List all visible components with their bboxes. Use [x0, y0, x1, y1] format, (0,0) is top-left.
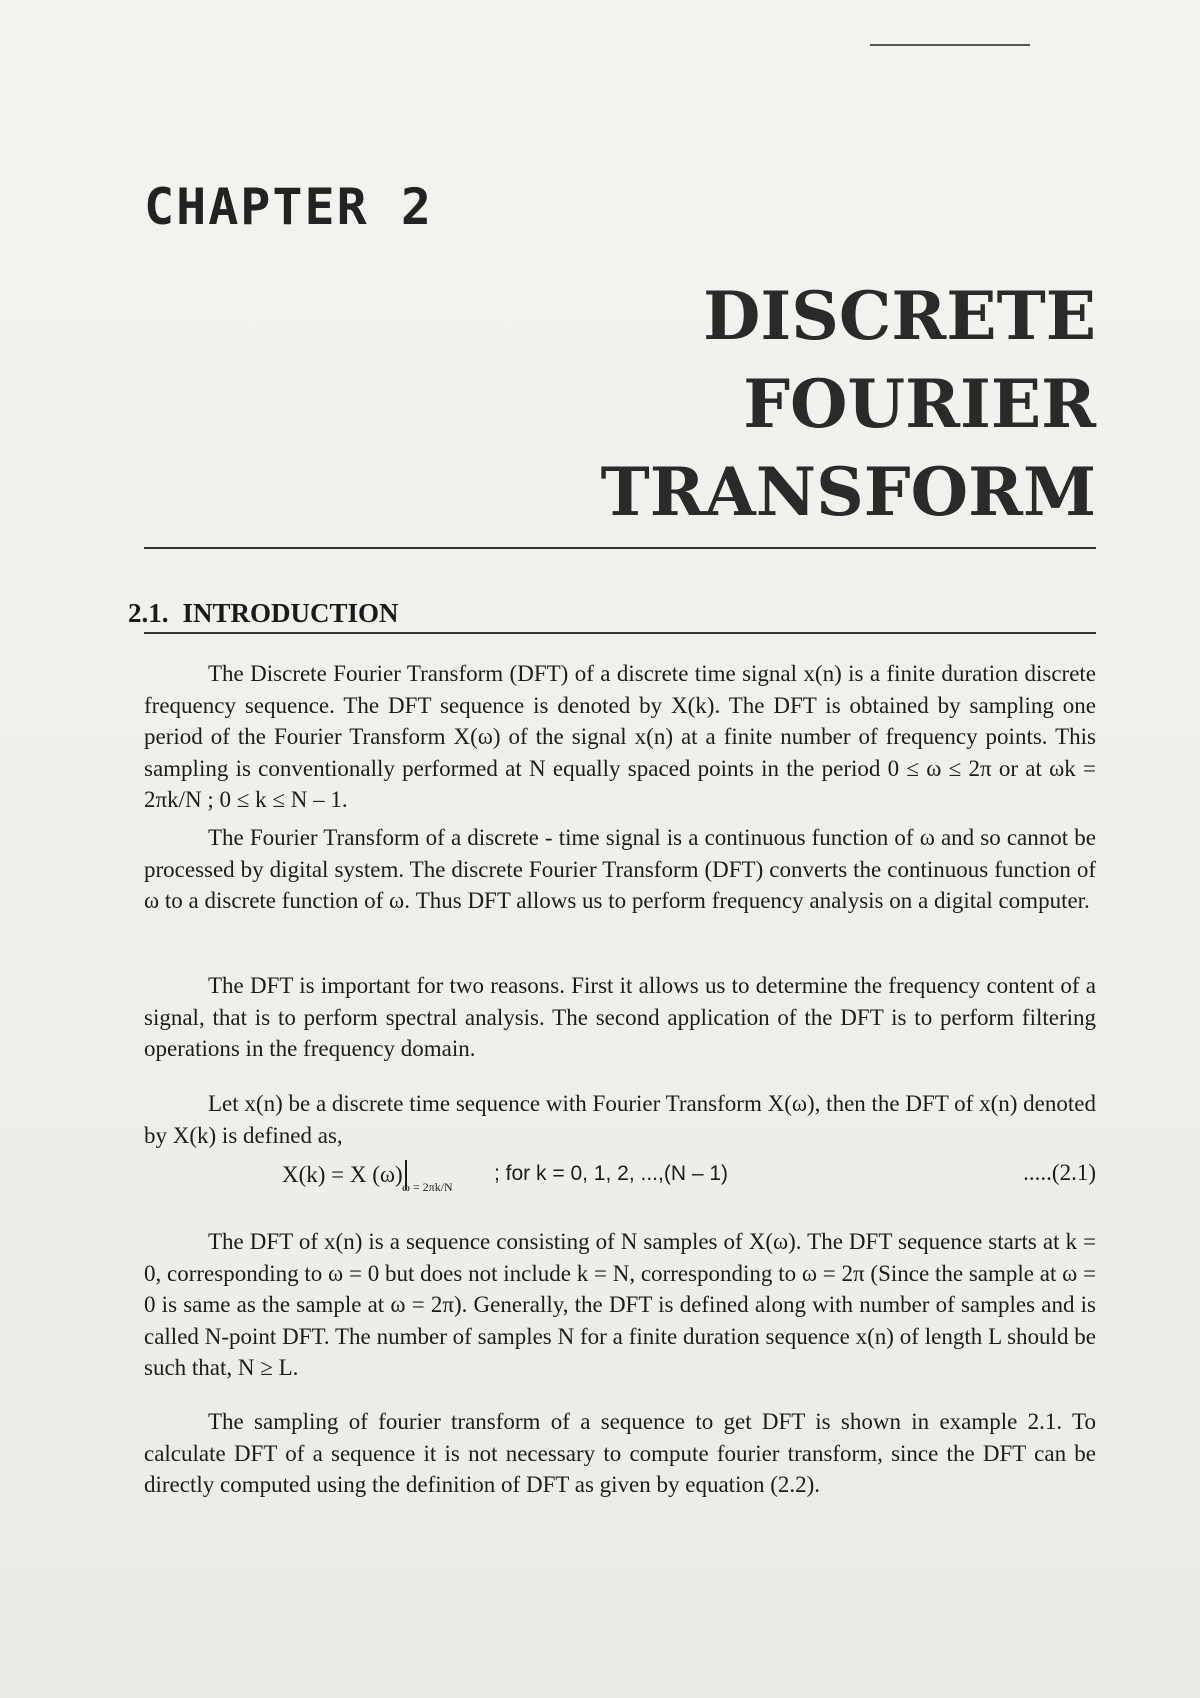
section-divider [144, 632, 1096, 634]
paragraph-block [144, 822, 1096, 917]
equation-lhs: X(k) = X (ω) [282, 1160, 407, 1190]
paragraph: Let x(n) be a discrete time sequence with Fourier Transform X(ω), then the DFT of x(n) denoted by X(k) is defined as, [144, 1091, 1096, 1148]
chapter-label: CHAPTER 2 [144, 178, 433, 236]
chapter-title-line: TRANSFORM [600, 453, 1096, 531]
paragraph: The sampling of fourier transform of a sequence to get DFT is shown in example 2.1. To calculate DFT of a sequence it is not necessary to compute fourier transform, since the DFT can be directly computed using the definition of DFT as given by equation (2.2). [144, 1409, 1096, 1497]
title-divider [144, 547, 1096, 549]
paragraph-block [144, 1088, 1096, 1151]
chapter-title-line: FOURIER [743, 365, 1096, 443]
equation-2-1 [144, 1156, 1096, 1206]
section-title: INTRODUCTION [182, 598, 399, 628]
paragraph-block [144, 970, 1096, 1065]
paragraph-block [144, 1406, 1096, 1501]
equation-subscript: ω = 2πk/N [402, 1180, 453, 1194]
section-number: 2.1. [128, 598, 169, 628]
paragraph-block [144, 1226, 1096, 1384]
paragraph: The Discrete Fourier Transform (DFT) of a discrete time signal x(n) is a finite duration discrete frequency sequence. The DFT sequence is denoted by X(k). The DFT is obtained by sampling one period of the Fourier Transform X(ω) of the signal x(n) at a finite number of frequency points. This sampling is conventionally performed at N equally spaced points in the period 0 ≤ ω ≤ 2π or at ωk = 2πk/N ; 0 ≤ k ≤ N – 1. [144, 661, 1096, 812]
paragraph: The DFT of x(n) is a sequence consisting of N samples of X(ω). The DFT sequence starts at k = 0, corresponding to ω = 0 but does not include k = N, corresponding to ω = 2π (Since the sample at ω = 0 is same as the sample at ω = 2π). Generally, the DFT is defined along with number of samples and is called N-point DFT. The number of samples N for a finite duration sequence x(n) of length L should be such that, N ≥ L. [144, 1229, 1096, 1380]
chapter-title-line: DISCRETE [703, 277, 1096, 355]
chapter-title [396, 272, 1096, 536]
paragraph-block [144, 658, 1096, 816]
equation-number: .....(2.1) [1023, 1160, 1096, 1185]
equation-condition: ; for k = 0, 1, 2, ...,(N – 1) [494, 1162, 729, 1185]
header-rule [870, 44, 1030, 46]
paragraph: The DFT is important for two reasons. First it allows us to determine the frequency content of a signal, that is to perform spectral analysis. The second application of the DFT is to perform filtering operations in the frequency domain. [144, 973, 1096, 1061]
section-heading [128, 598, 1096, 629]
paragraph: The Fourier Transform of a discrete - time signal is a continuous function of ω and so cannot be processed by digital system. The discrete Fourier Transform (DFT) converts the continuous function of ω to a discrete function of ω. Thus DFT allows us to perform frequency analysis on a digital computer. [144, 825, 1096, 913]
